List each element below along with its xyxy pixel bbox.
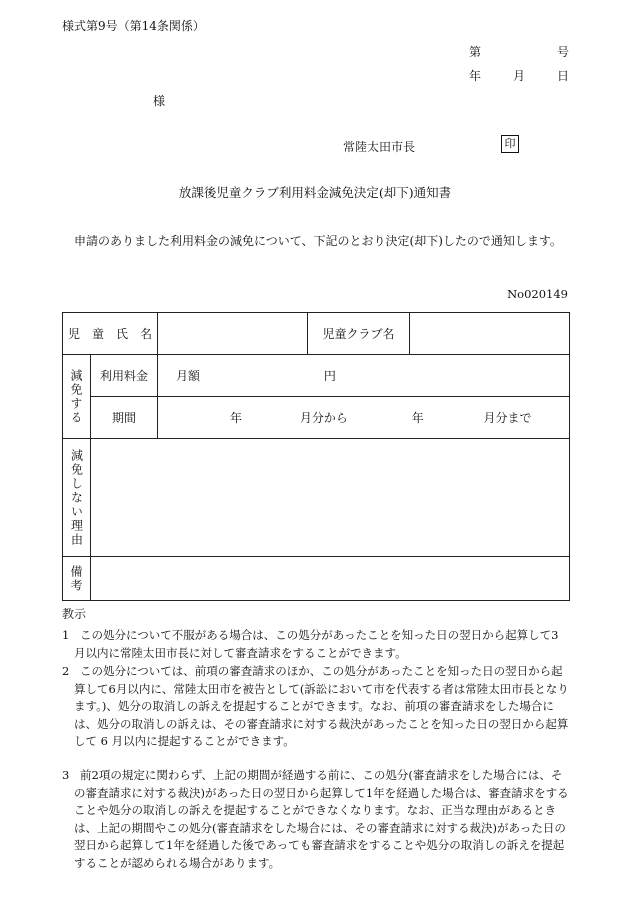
period-from-year: 年 bbox=[230, 411, 243, 425]
fee-cell[interactable] bbox=[158, 355, 570, 397]
no-reduce-label: 減免しない理由 bbox=[69, 449, 84, 547]
note-text: 前2項の規定に関わらず、上記の期間が経過する前に、この処分(審査請求をした場合には、その審査請求に対する裁決)があった日の翌日から起算して1年を経過した場合は、審査請求をすることや処分の取消しの訴えを提起することができなくなります。なお、正当な理由があるときは、上記の期間やこの処分(審査請求をした場合には、その審査請求に対する裁決)があった日の翌日から起算して1年を経過した後であっても審査請求をすることや処分の取消しの訴えを提起することが認められる場合があります。 bbox=[74, 768, 569, 870]
notes-heading: 教示 bbox=[62, 607, 87, 621]
document-date bbox=[469, 67, 569, 84]
note-item bbox=[62, 767, 569, 872]
seal-stamp: 印 bbox=[501, 135, 519, 153]
page-title: 放課後児童クラブ利用料金減免決定(却下)通知書 bbox=[178, 185, 452, 200]
reduce-label: 減免する bbox=[69, 368, 83, 425]
remarks-cell[interactable] bbox=[91, 557, 570, 601]
note-item bbox=[62, 627, 569, 662]
period-label: 期間 bbox=[91, 397, 158, 439]
period-from-month: 月分から bbox=[299, 411, 348, 425]
period-to-month: 月分まで bbox=[483, 411, 532, 425]
fee-label: 利用料金 bbox=[91, 355, 158, 397]
date-year: 年 bbox=[469, 69, 482, 83]
yen-label: 円 bbox=[323, 369, 336, 383]
no-reduce-reason-cell[interactable] bbox=[91, 439, 570, 557]
child-name-cell[interactable] bbox=[158, 313, 308, 355]
no-reduce-label-cell bbox=[63, 439, 91, 557]
note-item bbox=[62, 663, 569, 751]
decision-table bbox=[62, 312, 570, 601]
club-name-label: 児童クラブ名 bbox=[308, 313, 410, 355]
child-name-label: 児 童 氏 名 bbox=[63, 313, 158, 355]
number-suffix: 号 bbox=[556, 45, 569, 59]
note-number: 1 bbox=[62, 628, 70, 642]
intro-text: 申請のありました利用料金の減免について、下記のとおり決定(却下)したので通知します。 bbox=[74, 234, 562, 248]
recipient: 様 bbox=[153, 94, 166, 108]
monthly-label: 月額 bbox=[176, 369, 201, 383]
sender: 常陸太田市長 bbox=[343, 140, 416, 154]
club-name-cell[interactable] bbox=[410, 313, 570, 355]
reduce-label-cell bbox=[63, 355, 91, 439]
note-text: この処分について不服がある場合は、この処分があったことを知った日の翌日から起算して3月以内に常陸太田市長に対して審査請求をすることができます。 bbox=[74, 628, 559, 660]
remarks-label-cell bbox=[63, 557, 91, 601]
note-text: この処分については、前項の審査請求のほか、この処分があったことを知った日の翌日から起算して6月以内に、常陸太田市を被告として(訴訟において市を代表する者は常陸太田市長となります。)、処分の取消しの訴えを提起することができます。なお、前項の審査請求をした場合には、処分の取消しの訴えは、その審査請求に対する裁決があったことを知った日の翌日から起算して 6 月以内に提起することができます。 bbox=[74, 664, 569, 748]
document-number bbox=[469, 43, 569, 60]
number-prefix: 第 bbox=[469, 45, 482, 59]
period-to-year: 年 bbox=[411, 411, 424, 425]
date-day: 日 bbox=[556, 69, 569, 83]
period-cell[interactable] bbox=[158, 397, 570, 439]
note-number: 2 bbox=[62, 664, 70, 678]
serial-number: No020149 bbox=[507, 287, 568, 301]
remarks-label: 備考 bbox=[69, 564, 83, 593]
note-number: 3 bbox=[62, 768, 70, 782]
date-month: 月 bbox=[512, 69, 525, 83]
form-number: 様式第9号（第14条関係） bbox=[62, 19, 205, 33]
